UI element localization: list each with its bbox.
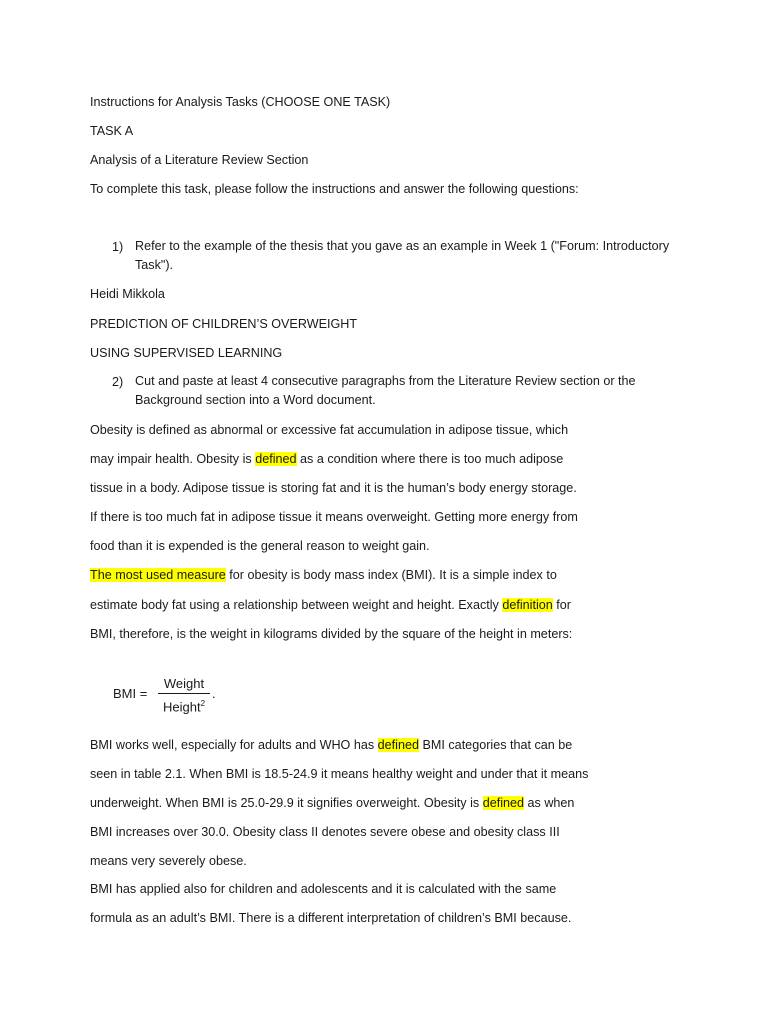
paragraph-2-line-3: BMI, therefore, is the weight in kilograms divided by the square of the height in meters: (90, 627, 573, 641)
paragraph-1-line-1: Obesity is defined as abnormal or excessive fat accumulation in adipose tissue, which (90, 423, 569, 437)
paragraph-4-line-1: BMI has applied also for children and adolescents and it is calculated with the same (90, 882, 557, 896)
list-item-1-number: 1) (112, 240, 124, 254)
highlight-defined: defined (255, 452, 297, 466)
thesis-title-line-2: USING SUPERVISED LEARNING (90, 346, 283, 360)
formula-lhs: BMI = (113, 686, 148, 701)
thesis-author: Heidi Mikkola (90, 287, 165, 301)
paragraph-3-line-5: means very severely obese. (90, 854, 247, 868)
paragraph-1-line-4: If there is too much fat in adipose tissue it means overweight. Getting more energy from (90, 510, 578, 524)
highlight-definition: definition (502, 598, 553, 612)
list-item-2-text: Cut and paste at least 4 consecutive paragraphs from the Literature Review section or the Background section into a Word document. (135, 374, 636, 407)
task-intro: To complete this task, please follow the instructions and answer the following questions: (90, 182, 579, 196)
paragraph-2-line-1: The most used measure for obesity is body mass index (BMI). It is a simple index to (90, 568, 557, 582)
paragraph-3-line-1: BMI works well, especially for adults and WHO has defined BMI categories that can be (90, 738, 573, 752)
paragraph-1-line-5: food than it is expended is the general reason to weight gain. (90, 539, 430, 553)
formula-denominator: Height$^2$ (162, 699, 206, 715)
highlight-defined: defined (482, 796, 525, 810)
paragraph-3-line-2: seen in table 2.1. When BMI is 18.5-24.9 it means healthy weight and under that it means (90, 767, 589, 781)
paragraph-2-line-2: estimate body fat using a relationship between weight and height. Exactly definition for (90, 598, 571, 612)
paragraph-1-line-2: may impair health. Obesity is defined as a condition where there is too much adipose (90, 452, 564, 466)
list-item-1-text: Refer to the example of the thesis that you gave as an example in Week 1 ("Forum: Introductory Task"). (135, 239, 670, 272)
doc-heading: Instructions for Analysis Tasks (CHOOSE ONE TASK) (90, 95, 391, 109)
paragraph-1-line-3: tissue in a body. Adipose tissue is storing fat and it is the human’s body energy storage. (90, 481, 577, 495)
thesis-title-line-1: PREDICTION OF CHILDREN’S OVERWEIGHT (90, 317, 358, 331)
highlight-defined: defined (377, 738, 419, 752)
paragraph-3-line-3: underweight. When BMI is 25.0-29.9 it signifies overweight. Obesity is defined as when (90, 796, 575, 810)
formula-fraction (158, 676, 210, 715)
task-label: TASK A (90, 124, 134, 138)
list-item-2-number: 2) (112, 375, 124, 389)
fraction-bar (158, 693, 210, 694)
formula-numerator: Weight (163, 676, 205, 691)
task-subtitle: Analysis of a Literature Review Section (90, 153, 309, 167)
formula-end: . (212, 686, 216, 701)
paragraph-4-line-2: formula as an adult’s BMI. There is a different interpretation of children’s BMI because. (90, 911, 572, 925)
paragraph-3-line-4: BMI increases over 30.0. Obesity class II denotes severe obese and obesity class III (90, 825, 560, 839)
highlight-most-used-measure: The most used measure (90, 568, 226, 582)
